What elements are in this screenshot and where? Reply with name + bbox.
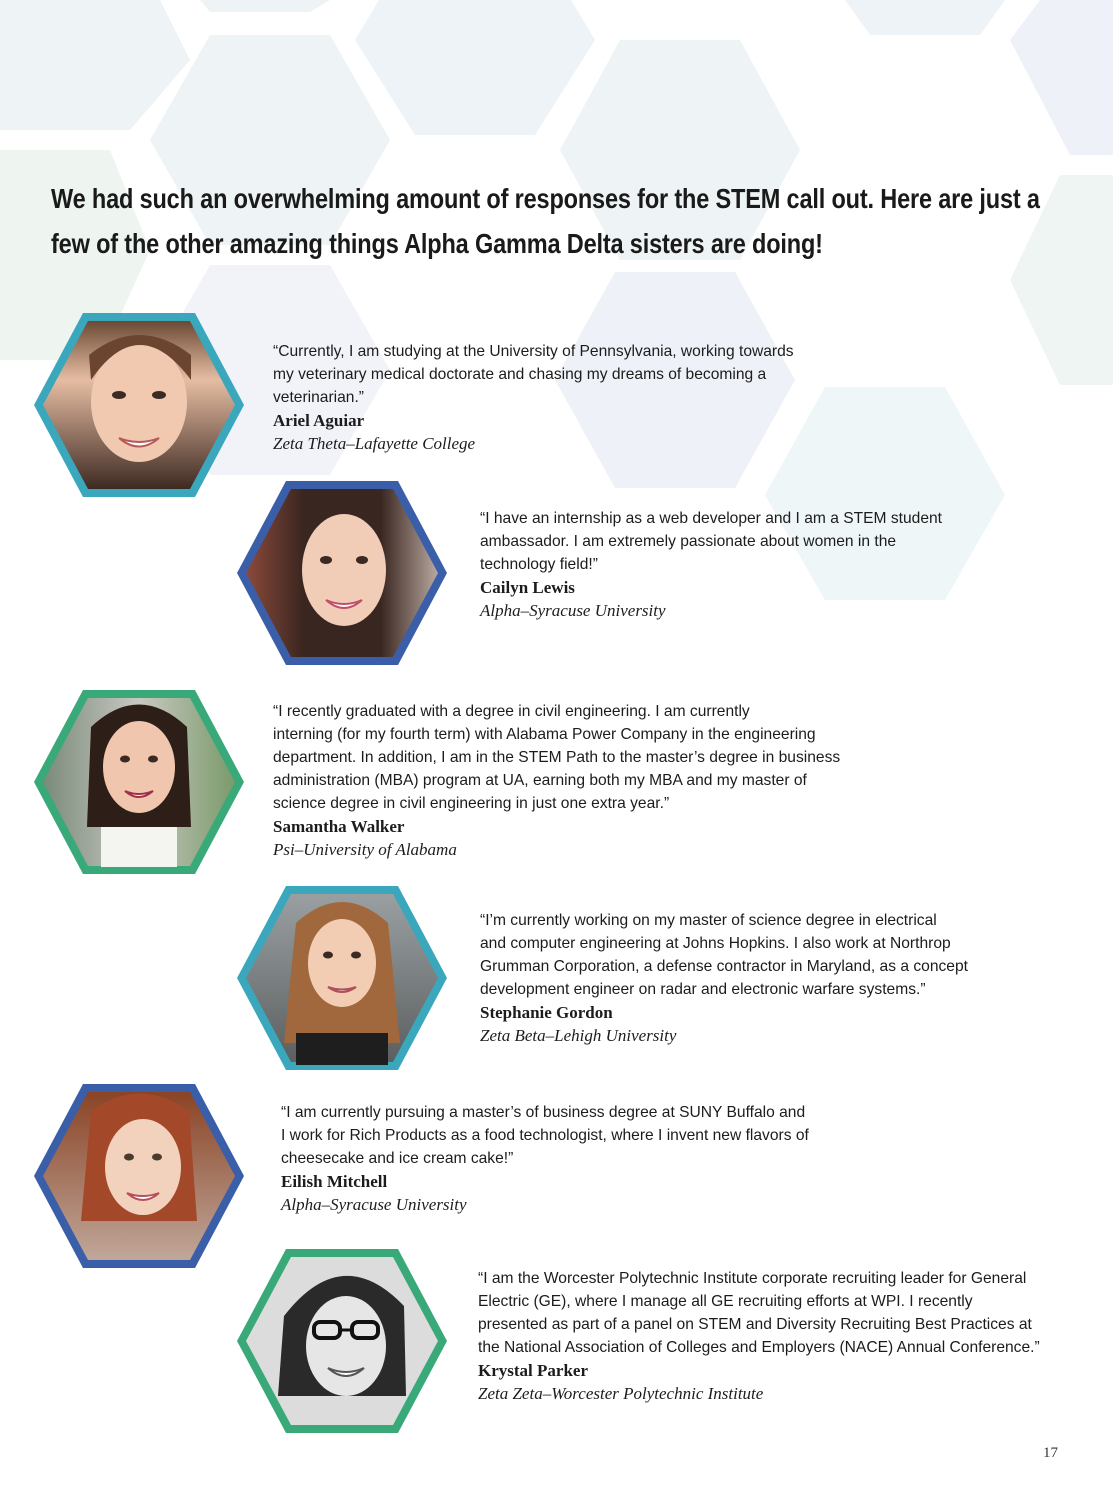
quote-line: “I’m currently working on my master of science degree in electrical — [480, 912, 937, 929]
quote-line: administration (MBA) program at UA, earning both my MBA and my master of — [273, 772, 807, 789]
portrait-eilish-mitchell — [31, 1081, 247, 1271]
quote-line: technology field!” — [480, 556, 598, 573]
testimonial-quote — [480, 507, 942, 576]
quote-line: veterinarian.” — [273, 389, 365, 406]
testimonial-5 — [281, 1101, 809, 1216]
testimonial-chapter: Zeta Theta–Lafayette College — [273, 434, 476, 453]
testimonial-name: Samantha Walker — [273, 817, 405, 836]
quote-line: development engineer on radar and electronic warfare systems.” — [480, 981, 926, 998]
testimonial-chapter: Alpha–Syracuse University — [480, 601, 666, 620]
quote-line: Grumman Corporation, a defense contractor in Maryland, as a concept — [480, 958, 968, 975]
testimonial-3 — [273, 700, 840, 861]
portrait-stephanie-gordon — [234, 883, 450, 1073]
quote-line: “I recently graduated with a degree in civil engineering. I am currently — [273, 703, 750, 720]
testimonial-name: Krystal Parker — [478, 1361, 588, 1380]
testimonial-6 — [478, 1267, 1040, 1405]
quote-line: ambassador. I am extremely passionate about women in the — [480, 533, 897, 550]
quote-line: interning (for my fourth term) with Alabama Power Company in the engineering — [273, 726, 816, 743]
testimonial-2 — [480, 507, 942, 622]
testimonial-chapter: Zeta Beta–Lehigh University — [480, 1026, 677, 1045]
quote-line: “I am currently pursuing a master’s of business degree at SUNY Buffalo and — [281, 1104, 806, 1121]
portrait-krystal-parker — [234, 1246, 450, 1436]
portrait-cailyn-lewis — [234, 478, 450, 668]
page-headline: We had such an overwhelming amount of responses for the STEM call out. Here are just a few of the other amazing things Alpha Gamma Delta sisters are doing! — [51, 183, 1040, 259]
quote-line: the National Association of Colleges and Employers (NACE) Annual Conference.” — [478, 1339, 1040, 1356]
quote-line: Electric (GE), where I manage all GE recruiting efforts at WPI. I recently — [478, 1293, 973, 1310]
testimonial-4 — [480, 909, 968, 1047]
testimonial-chapter: Psi–University of Alabama — [273, 840, 457, 859]
quote-line: “I am the Worcester Polytechnic Institute corporate recruiting leader for General — [478, 1270, 1027, 1287]
quote-line: science degree in civil engineering in just one extra year.” — [273, 795, 670, 812]
quote-line: department. In addition, I am in the STEM Path to the master’s degree in business — [273, 749, 841, 766]
quote-line: “Currently, I am studying at the University of Pennsylvania, working towards — [273, 343, 794, 360]
testimonial-quote — [478, 1267, 1040, 1359]
portrait-samantha-walker — [31, 687, 247, 877]
testimonial-chapter: Alpha–Syracuse University — [281, 1195, 467, 1214]
testimonial-name: Eilish Mitchell — [281, 1172, 388, 1191]
page-number: 17 — [1043, 1445, 1058, 1461]
testimonial-quote — [273, 700, 840, 815]
testimonial-1 — [273, 340, 794, 455]
quote-line: presented as part of a panel on STEM and Diversity Recruiting Best Practices at — [478, 1316, 1032, 1333]
quote-line: “I have an internship as a web developer and I am a STEM student — [480, 510, 943, 527]
quote-line: cheesecake and ice cream cake!” — [281, 1150, 514, 1167]
testimonial-name: Cailyn Lewis — [480, 578, 575, 597]
testimonial-chapter: Zeta Zeta–Worcester Polytechnic Institute — [478, 1384, 764, 1403]
testimonial-name: Ariel Aguiar — [273, 411, 365, 430]
testimonial-quote — [281, 1101, 809, 1170]
quote-line: I work for Rich Products as a food technologist, where I invent new flavors of — [281, 1127, 809, 1144]
portrait-ariel-aguiar — [31, 310, 247, 500]
quote-line: my veterinary medical doctorate and chasing my dreams of becoming a — [273, 366, 767, 383]
testimonial-name: Stephanie Gordon — [480, 1003, 613, 1022]
quote-line: and computer engineering at Johns Hopkins. I also work at Northrop — [480, 935, 951, 952]
testimonial-quote — [273, 340, 794, 409]
testimonial-quote — [480, 909, 968, 1001]
